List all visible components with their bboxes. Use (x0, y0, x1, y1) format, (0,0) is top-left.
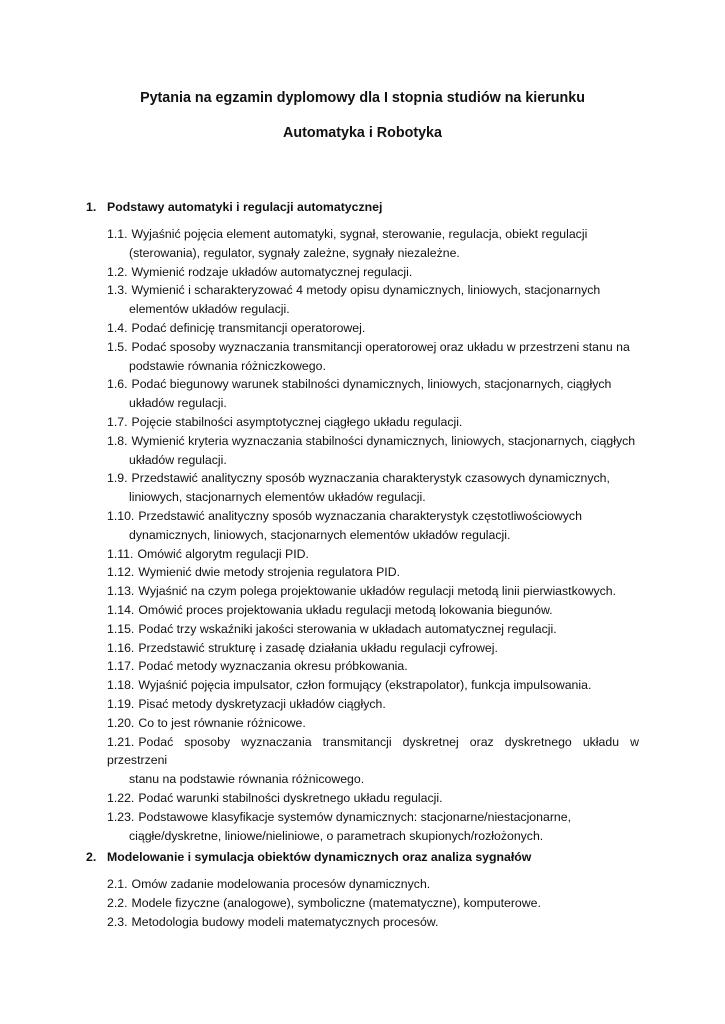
list-item-number: 1.7. (107, 414, 128, 429)
section-number: 1. (86, 200, 97, 214)
list-item (107, 894, 639, 913)
list-item-line (107, 875, 639, 894)
list-item-line (107, 657, 639, 676)
list-item-line (107, 808, 639, 827)
list-item-continuation: ciągłe/dyskretne, liniowe/nieliniowe, o parametrach skupionych/rozłożonych. (129, 828, 544, 843)
list-item-number: 2.1. (107, 877, 128, 891)
list-item-number: 1.2. (107, 264, 128, 279)
list-item-text: Modele fizyczne (analogowe), symboliczne (matematyczne), komputerowe. (131, 895, 541, 910)
list-item (107, 338, 639, 376)
list-item-text: Przedstawić analityczny sposób wyznaczania charakterystyk częstotliwościowych (138, 508, 582, 523)
list-item (107, 507, 639, 545)
list-item-text: Przedstawić analityczny sposób wyznaczania charakterystyk czasowych dynamicznych, (131, 471, 610, 486)
list-item-number: 1.9. (107, 471, 128, 486)
list-item-number: 2.2. (107, 895, 128, 910)
list-item-text: Podać trzy wskaźniki jakości sterowania w układach automatycznej regulacji. (138, 621, 557, 636)
list-item-line (107, 639, 639, 658)
list-item-number: 2.3. (107, 914, 128, 929)
list-item-text: Omów zadanie modelowania procesów dynamicznych. (131, 877, 431, 891)
list-item-number: 1.22. (107, 790, 135, 805)
section-1-list (107, 225, 639, 845)
list-item-continuation: podstawie równania różniczkowego. (129, 358, 326, 373)
list-item (107, 413, 639, 432)
list-item-text: Wymienić rodzaje układów automatycznej regulacji. (131, 264, 413, 279)
list-item-text: Wymienić dwie metody strojenia regulatora PID. (138, 565, 401, 580)
list-item (107, 620, 639, 639)
list-item-line (107, 469, 639, 488)
list-item-number: 1.14. (107, 602, 135, 617)
list-item-text: Wyjaśnić pojęcia element automatyki, sygnał, sterowanie, regulacja, obiekt regulacji (131, 227, 588, 241)
list-item-continuation: dynamicznych, liniowych, stacjonarnych elementów układów regulacji. (129, 527, 511, 542)
list-item (107, 695, 639, 714)
list-item-text: Podać metody wyznaczania okresu próbkowania. (138, 659, 408, 674)
list-item-number: 1.15. (107, 621, 135, 636)
list-item (107, 263, 639, 282)
list-item-line (107, 507, 639, 526)
list-item-continuation: liniowych, stacjonarnych elementów układów regulacji. (129, 490, 426, 505)
list-item-number: 1.20. (107, 715, 135, 730)
list-item (107, 875, 639, 894)
list-item-continuation: stanu na podstawie równania różnicowego. (129, 772, 365, 787)
list-item-continuation: układów regulacji. (129, 452, 227, 467)
list-item-number: 1.23. (107, 809, 135, 824)
list-item-number: 1.18. (107, 678, 135, 693)
list-item (107, 657, 639, 676)
list-item-line (107, 620, 639, 639)
list-item-line (107, 281, 639, 300)
list-item (107, 714, 639, 733)
list-item-continuation: (sterowania), regulator, sygnały zależne, sygnały niezależne. (129, 245, 460, 260)
document-title-line2: Automatyka i Robotyka (283, 125, 442, 141)
list-item (107, 545, 639, 564)
list-item-number: 1.1. (107, 227, 128, 241)
list-item-line (107, 733, 639, 771)
list-item (107, 808, 639, 846)
list-item-text: Pisać metody dyskretyzacji układów ciągłych. (138, 696, 386, 711)
list-item-line (107, 375, 639, 394)
list-item-line (107, 225, 639, 244)
document-title-line1: Pytania na egzamin dyplomowy dla I stopnia studiów na kierunku (140, 90, 585, 106)
section-number: 2. (86, 850, 97, 864)
section-2-list (107, 875, 639, 931)
list-item-number: 1.3. (107, 283, 128, 298)
list-item-line (107, 789, 639, 808)
list-item-continuation: układów regulacji. (129, 396, 227, 411)
list-item-line (107, 894, 639, 913)
list-item (107, 913, 639, 932)
list-item-number: 1.13. (107, 584, 135, 599)
list-item (107, 582, 639, 601)
list-item-line (107, 695, 639, 714)
list-item-text: Wyjaśnić pojęcia impulsator, człon formujący (ekstrapolator), funkcja impulsowania. (138, 678, 592, 693)
list-item-line (107, 676, 639, 695)
list-item-number: 1.11. (107, 546, 134, 561)
list-item-line (107, 601, 639, 620)
list-item-text: Pojęcie stabilności asymptotycznej ciągłego układu regulacji. (131, 414, 463, 429)
list-item (107, 375, 639, 413)
list-item-number: 1.8. (107, 433, 128, 448)
list-item-line (107, 545, 639, 564)
list-item-number: 1.5. (107, 339, 128, 354)
list-item-line (107, 714, 639, 733)
list-item-text: Wymienić kryteria wyznaczania stabilności dynamicznych, liniowych, stacjonarnych, ciągłych (131, 433, 636, 448)
list-item-text: Wyjaśnić na czym polega projektowanie układów regulacji metodą linii pierwiastkowych. (138, 584, 616, 599)
section-title: Modelowanie i symulacja obiektów dynamicznych oraz analiza sygnałów (107, 850, 532, 864)
list-item-line (107, 563, 639, 582)
list-item-text: Metodologia budowy modeli matematycznych procesów. (131, 914, 439, 929)
list-item (107, 733, 639, 789)
list-item (107, 601, 639, 620)
list-item (107, 432, 639, 470)
list-item-text: Co to jest równanie różnicowe. (138, 715, 306, 730)
list-item-text: Podać sposoby wyznaczania transmitancji operatorowej oraz układu w przestrzeni stanu na (131, 339, 630, 354)
list-item (107, 469, 639, 507)
list-item-text: Podstawowe klasyfikacje systemów dynamicznych: stacjonarne/niestacjonarne, (138, 809, 572, 824)
list-item-number: 1.6. (107, 377, 128, 392)
list-item-text: Podać sposoby wyznaczania transmitancji dyskretnej oraz dyskretnego układu w przestrzeni (107, 734, 639, 768)
list-item (107, 319, 639, 338)
list-item-text: Omówić proces projektowania układu regulacji metodą lokowania biegunów. (138, 602, 553, 617)
list-item-line (107, 582, 639, 601)
list-item-text: Podać warunki stabilności dyskretnego układu regulacji. (138, 790, 443, 805)
list-item (107, 639, 639, 658)
section-title: Podstawy automatyki i regulacji automatycznej (107, 200, 383, 214)
section-1-heading (86, 200, 646, 214)
list-item (107, 225, 639, 263)
list-item-line (107, 432, 639, 451)
list-item-number: 1.4. (107, 320, 128, 335)
list-item-number: 1.10. (107, 508, 135, 523)
section-2-heading (86, 850, 646, 864)
list-item-text: Przedstawić strukturę i zasadę działania układu regulacji cyfrowej. (138, 640, 498, 655)
list-item-number: 1.17. (107, 659, 135, 674)
list-item-line (107, 413, 639, 432)
list-item-continuation: elementów układów regulacji. (129, 302, 290, 317)
list-item-text: Wymienić i scharakteryzować 4 metody opisu dynamicznych, liniowych, stacjonarnych (131, 283, 601, 298)
list-item-text: Podać definicję transmitancji operatorowej. (131, 320, 366, 335)
list-item-number: 1.19. (107, 696, 135, 711)
list-item-line (107, 319, 639, 338)
list-item-number: 1.16. (107, 640, 135, 655)
list-item-number: 1.21. (107, 734, 135, 749)
list-item (107, 281, 639, 319)
list-item-number: 1.12. (107, 565, 135, 580)
list-item-text: Podać biegunowy warunek stabilności dynamicznych, liniowych, stacjonarnych, ciągłych (131, 377, 612, 392)
list-item-line (107, 913, 639, 932)
list-item (107, 789, 639, 808)
list-item (107, 676, 639, 695)
list-item-line (107, 263, 639, 282)
list-item-line (107, 338, 639, 357)
list-item-text: Omówić algorytm regulacji PID. (137, 546, 309, 561)
list-item (107, 563, 639, 582)
